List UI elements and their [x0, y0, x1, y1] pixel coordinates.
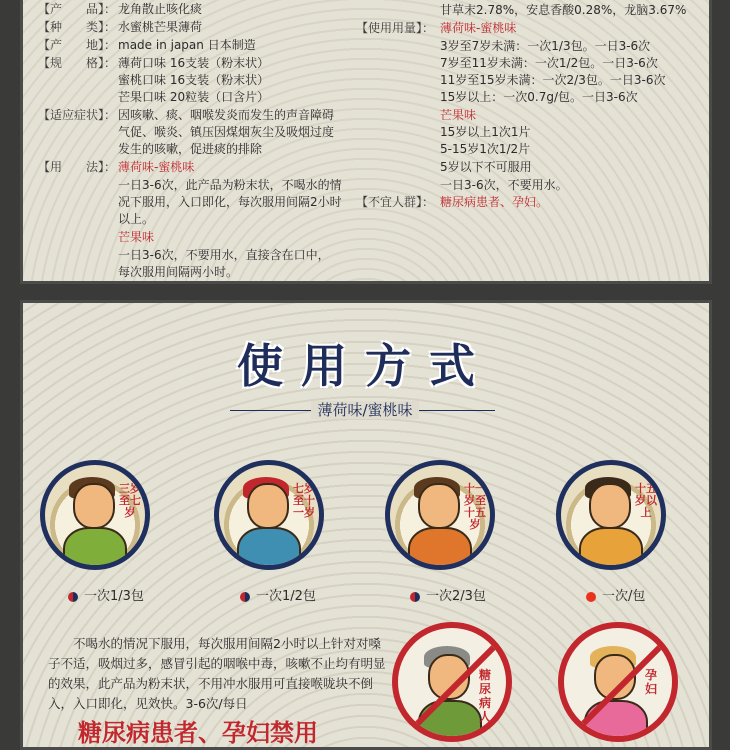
shirt-icon [63, 527, 127, 570]
full-dot-icon [586, 592, 596, 602]
usage-line: 一日3-6次，不要用水，直接含在口中， [118, 248, 330, 262]
shirt-icon [408, 527, 472, 570]
origin-label: 【产 地】： [38, 38, 117, 52]
child-face-icon [247, 483, 289, 529]
age-circle-3-7 [40, 460, 150, 570]
section-subtitle: 薄荷味/蜜桃味 [311, 401, 418, 419]
product-label: 【产 品】： [38, 2, 117, 16]
indication-line: 因咳嗽、痰、咽喉发炎而发生的声音障碍 [118, 108, 335, 122]
unsuitable-label: 【不宜人群】： [356, 195, 435, 209]
size-line: 芒果口味 20粒装（口含片） [118, 90, 270, 104]
shirt-icon [418, 700, 482, 742]
teen-face-icon [418, 483, 460, 529]
usage-flavor: 薄荷味-蜜桃味 [118, 160, 195, 174]
product-value: 龙角散止咳化痰 [118, 2, 203, 16]
shirt-icon [237, 527, 301, 570]
age-tag: 七岁至十一岁 [293, 482, 315, 519]
age-circle-7-11 [214, 460, 324, 570]
half-dot-icon [240, 592, 250, 602]
child-face-icon [73, 483, 115, 529]
age-tag: 三岁至七岁 [119, 482, 141, 519]
age-tag: 十五岁以上 [635, 482, 657, 519]
banned-diabetic-circle [392, 622, 512, 742]
dose-label: 一次2/3包 [410, 585, 486, 604]
usage-line: 况下服用，入口即化，每次服用间隔2小时 [118, 195, 342, 209]
usage-line: 每次服用间隔两小时。 [118, 265, 239, 279]
unsuitable-value: 糖尿病患者、孕妇。 [440, 195, 549, 209]
usage-line: 以上。 [118, 212, 155, 226]
usage-paragraph: 不喝水的情况下服用，每次服用间隔2小时以上针对对嗓子不适，吸烟过多，感冒引起的咽喉中毒，咳嗽不止均有明显的效果，此产品为粉末状，不用冲水服用可直接喉咙块不倒入，入口即化，见效快。3-6次/每日 [48, 636, 386, 711]
dose-label: 一次1/2包 [240, 585, 316, 604]
age-tag: 十一岁至十五岁 [464, 482, 486, 531]
dosage-flavor: 薄荷味-蜜桃味 [440, 21, 517, 35]
ingredients-line: 甘草末2.78%，安息香酸0.28%，龙脑3.67% [440, 3, 687, 17]
dosage-line: 5-15岁1次1/2片 [440, 142, 531, 156]
dosage-line: 11岁至15岁未满：一次2/3包。一日3-6次 [440, 73, 666, 87]
dosage-line: 一日3-6次，不要用水。 [440, 178, 568, 192]
ban-tag: 糖尿病人 [478, 668, 491, 724]
adult-face-icon [589, 483, 631, 529]
dosage-line: 5岁以下不可服用 [440, 160, 532, 174]
banned-pregnant-circle [558, 622, 678, 742]
dose-label: 一次1/3包 [68, 585, 144, 604]
section-title: 使用方式 [237, 339, 493, 393]
indication-label: 【适应症状】： [38, 108, 117, 122]
half-dot-icon [68, 592, 78, 602]
dose-label: 一次/包 [586, 585, 645, 604]
dosage-line: 15岁以上：一次0.7g/包。一日3-6次 [440, 90, 638, 104]
indication-line: 发生的咳嗽，促进痰的排除 [118, 142, 263, 156]
usage-flavor: 芒果味 [118, 230, 155, 244]
type-value: 水蜜桃芒果薄荷 [118, 20, 203, 34]
half-dot-icon [410, 592, 420, 602]
age-circle-11-15 [385, 460, 495, 570]
warning-text: 糖尿病患者、孕妇禁用 [78, 719, 318, 747]
dosage-flavor: 芒果味 [440, 108, 477, 122]
dosage-line: 7岁至11岁未满：一次1/2包。一日3-6次 [440, 56, 658, 70]
ban-tag: 孕妇 [644, 668, 657, 696]
dosage-line: 15岁以上1次1片 [440, 125, 531, 139]
usage-line: 一日3-6次，此产品为粉末状，不喝水的情 [118, 178, 342, 192]
age-circle-15-plus [556, 460, 666, 570]
shirt-icon [579, 527, 643, 570]
dosage-line: 3岁至7岁未满：一次1/3包。一日3-6次 [440, 39, 651, 53]
size-line: 蜜桃口味 16支装（粉末状） [118, 73, 270, 87]
type-label: 【种 类】： [38, 20, 117, 34]
usage-label: 【用 法】： [38, 160, 117, 174]
dress-icon [584, 700, 648, 742]
size-line: 薄荷口味 16支装（粉末状） [118, 56, 270, 70]
origin-value: made in japan 日本制造 [118, 38, 256, 52]
size-label: 【规 格】： [38, 56, 117, 70]
indication-line: 气促、喉炎、镇压因煤烟灰尘及吸烟过度 [118, 125, 335, 139]
dosage-label: 【使用用量】： [356, 21, 435, 35]
